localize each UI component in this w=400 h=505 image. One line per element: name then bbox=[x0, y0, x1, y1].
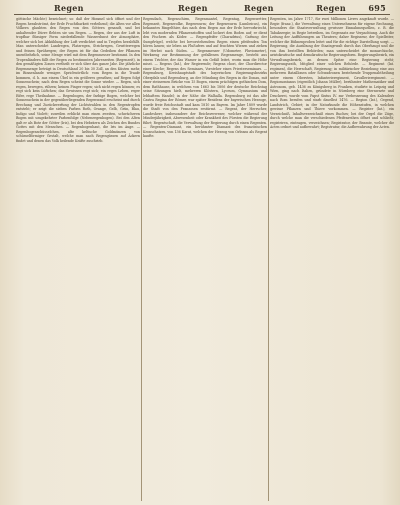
header-right-word: Regen bbox=[316, 3, 346, 13]
text-column-1 bbox=[16, 17, 140, 501]
column-1-text: göttische Mächte) bezeichnet; so: daß der Himmel sich öffnet und der Regen herabströmt, der Erde Fruchtbarkeit verleihend; die Alten vor allen Völkern glaubten den Regen von den Göttern gesandt, und bei anhaltender Dürre flehten sie um Regen. — Regen, der aus der Luft in tropfbar flüssiger Form niederfallende Wasserdunst der Atmosphäre, welcher sich bei Abkühlung der Luft verdichtet und in Tropfen herabfällt. Man unterscheidet Landregen, Platzregen, Strichregen, Gewitterregen und feinen Sprühregen; der Regen ist für das Gedeihen der Pflanzen unentbehrlich, seine Menge wird mit dem Regenmesser bestimmt. In den Tropenländern fällt der Regen zu bestimmten Jahreszeiten (Regenzeit), in den gemäßigten Zonen vertheilt er sich über das ganze Jahr. Die jährliche Regenmenge beträgt in Deutschland 20 bis 30 Zoll, an den Küsten mehr, im Binnenlande weniger. Sprichwörtlich: vom Regen in die Traufe kommen, d. h. aus einem Übel in ein größeres gerathen; auf Regen folgt Sonnenschein; nach dem Regen scheint die Sonne wieder. — Regen, sich regen, bewegen, rühren; keinen Finger regen; sich nicht regen können; es regt sich kein Lüftchen; das Gewissen regt sich; ein reges Leben, reger Eifer, rege Theilnahme. — Regenbogen, der farbige Bogen, welcher bei Sonnenschein in der gegenüberliegenden Regenwand erscheint und durch Brechung und Zurückwerfung der Lichtstrahlen in den Regentropfen entsteht; er zeigt die sieben Farben Roth, Orange, Gelb, Grün, Blau, Indigo und Violett; zuweilen erblickt man einen zweiten, schwächeren Bogen mit umgekehrter Farbenfolge (Nebenregenbogen). Bei den Alten galt er als Bote der Götter (Iris), bei den Hebräern als Zeichen des Bundes Gottes mit den Menschen. — Regenbogenhaut, die Iris im Auge. — Regenbogenschüsselchen, alte keltische Goldmünzen von schüsselförmiger Gestalt, welche man nach Regengüssen auf Äckern findet und denen das Volk heilende Kräfte zuschrieb. bbox=[16, 17, 140, 143]
header-mid-right-word: Regen bbox=[244, 3, 274, 13]
column-divider-1 bbox=[141, 17, 142, 501]
column-2-text: Regendach, Regenschirm, Regenmantel, Regentag, Regenwetter, Regenzeit, Regenwolke, Regenwurm; der Regenwurm (Lumbricus), ein bekanntes Ringelthier, das nach dem Regen aus der Erde hervorkriecht, lebt von modernden Pflanzenstoffen und lockert den Boden auf; er dient den Fischern als Köder. — Regenpfeifer (Charadrius), Gattung der Sumpfvögel, welche bei bevorstehendem Regen einen pfeifenden Ton hören lassen; sie leben an Flußufern und auf feuchten Wiesen und ziehen im Herbst nach Süden. — Regenmesser (Udometer, Pluviometer), Werkzeug zur Bestimmung der gefallenen Regenmenge, besteht aus einem Trichter, der das Wasser in ein Gefäß leitet, worin man die Höhe misst. — Regens (lat.), der Regierende; Regens chori, der Chordirector einer Kirche; Regens des Seminars, Vorsteher eines Priesterseminars. — Regensburg, Kreishauptstadt des bayerischen Regierungsbezirks Oberpfalz und Regensburg, an der Mündung des Regen in die Donau, mit einer steinernen Brücke von 15 Bogen, einem prächtigen gothischen Dom, dem Rathhause, in welchem von 1663 bis 1806 der deutsche Reichstag seine Sitzungen hielt, mehreren Klöstern, Lyceum, Gymnasium und lebhaftem Handel; in der Nähe die Walhalla. Regensburg ist das alte Castra Regina der Römer, war später Residenz der bayerischen Herzoge, wurde freie Reichsstadt und kam 1810 an Bayern. Im Jahre 1809 wurde die Stadt von den Franzosen erstürmt. — Regent, der Herrscher, Landesherr, insbesondere der Reichsverweser, welcher während der Minderjährigkeit, Abwesenheit oder Krankheit des Fürsten die Regierung führt; Regentschaft, die Verwaltung der Regierung durch einen Regenten. — Regenten-Diamant, ein berühmter Diamant des französischen Kronschatzes, von 136 Karat, welchen der Herzog von Orleans als Regent kaufte. bbox=[143, 17, 267, 138]
column-3-text: Regenten, im Jahre 1717, für zwei Millionen Livres angekauft wurde. — Regie (franz.), die Verwaltung eines Unternehmens für eigene Rechnung, besonders die Staatsverwaltung gewisser Einnahmequellen, z. B. die Tabaksregie; in Regie betreiben, im Gegensatz zur Verpachtung. Auch die Leitung der Aufführungen an Theatern; daher Regisseur, der Spielleiter, welcher die Bühnenproben leitet und für die richtige Darstellung sorgt. — Regierung, die Ausübung der Staatsgewalt durch das Oberhaupt und die von ihm bestellten Behörden; man unterscheidet die monarchische, aristokratische und demokratische Regierungsform. Regierungsbezirk, ein Verwaltungsbezirk, an dessen Spitze eine Regierung steht; Regierungsrath, Mitglied einer solchen Behörde. — Regiment (lat. regimen), die Herrschaft, Regierung; in militärischer Beziehung eine aus mehreren Bataillonen oder Schwadronen bestehende Truppenabtheilung unter einem Obersten, Infanterieregiment, Cavallerieregiment. — Regiomontanus (eigentlich Johann Müller), berühmter Mathematiker und Astronom, geb. 1436 zu Königsberg in Franken, studirte in Leipzig und Wien, ging nach Italien, gründete in Nürnberg eine Sternwarte und Druckerei, wurde vom Papst Sixtus IV. zur Verbesserung des Kalenders nach Rom berufen und starb daselbst 1476. — Region (lat.), Gegend, Landstrich, Gebiet; in der Naturkunde die Höhenstufen, in welchen gewisse Pflanzen und Thiere vorkommen. — Register (lat.), ein Verzeichniß, Inhaltsverzeichniß eines Buches; bei der Orgel die Züge, durch welche man die verschiedenen Pfeifenreihen öffnet und schließt; registriren, eintragen, verzeichnen; Registrator, der Beamte, welcher die Acten ordnet und aufbewahrt; Registratur, die Aufbewahrung der Acten. bbox=[270, 17, 394, 129]
text-column-2 bbox=[143, 17, 267, 501]
column-divider-2 bbox=[268, 17, 269, 501]
header-rule bbox=[14, 14, 390, 15]
text-column-3 bbox=[270, 17, 394, 501]
running-header bbox=[18, 2, 386, 14]
header-mid-left-word: Regen bbox=[178, 3, 208, 13]
header-left-word: Regen bbox=[54, 3, 84, 13]
page-number: 695 bbox=[368, 3, 386, 13]
